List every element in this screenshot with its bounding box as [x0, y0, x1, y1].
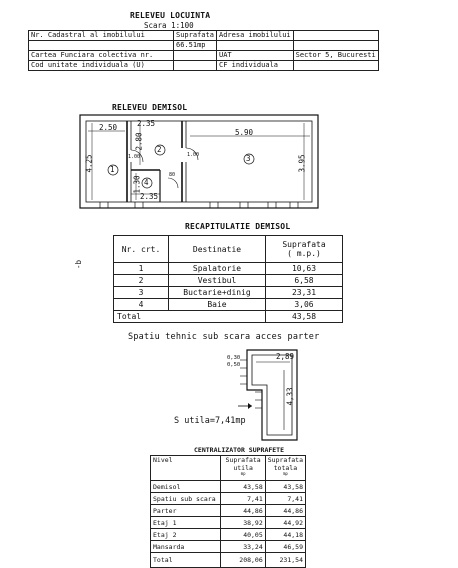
column-header-label: Suprafata totala [267, 456, 303, 472]
table-cell: 3,06 [266, 299, 343, 311]
table-cell: 66.51mp [174, 41, 217, 51]
scale-label: Scara 1:100 [144, 21, 194, 30]
dimension-label: 0,30 [227, 355, 241, 361]
table-cell: 23,31 [266, 287, 343, 299]
table-cell: 44,18 [265, 529, 305, 541]
column-header-unit: mp [240, 471, 246, 476]
table-row [151, 505, 306, 517]
column-header-unit: ( m.p.) [287, 249, 321, 258]
dimension-label: 4.25 [84, 154, 94, 173]
total-value: 231,54 [265, 553, 305, 568]
document-title: RELEVEU LOCUINTA [130, 11, 211, 20]
room-number: 4 [144, 178, 149, 187]
stair-title: Spatiu tehnic sub scara acces parter [128, 332, 320, 342]
table-cell: Etaj 1 [151, 517, 221, 529]
dimension-label: 0,50 [227, 362, 241, 368]
table-cell: Sector 5, Bucuresti [293, 51, 378, 61]
table-row [151, 481, 306, 493]
dimension-label: 3.95 [297, 154, 307, 173]
room-number: 2 [157, 145, 162, 154]
door-label: 1.00 [187, 152, 200, 158]
table-row [151, 541, 306, 553]
table-cell: Buctarie+dinig [169, 287, 266, 299]
column-header: Destinatie [169, 236, 266, 263]
table-cell: 33,24 [221, 541, 265, 553]
recap-title: RECAPITULATIE DEMISOL [185, 222, 291, 231]
dimension-label: 2.35 [140, 192, 159, 201]
table-cell: Cod unitate individuala (U) [29, 61, 174, 71]
total-value: 208,06 [221, 553, 265, 568]
table-cell: 7,41 [221, 493, 265, 505]
column-header [221, 456, 265, 481]
margin-mark: -b [74, 259, 84, 270]
door-label: 80 [169, 172, 176, 178]
table-cell: 43,58 [265, 481, 305, 493]
column-header [265, 456, 305, 481]
dimension-label: 2.80 [134, 132, 144, 151]
table-cell: UAT [217, 51, 294, 61]
table-cell: Vestibul [169, 275, 266, 287]
total-label: Total [151, 553, 221, 568]
table-cell: Nr. Cadastral al imobilului [29, 31, 174, 41]
dimension-label: 4,33 [285, 387, 295, 406]
column-header-label: Suprafata utila [225, 456, 261, 472]
table-cell: Demisol [151, 481, 221, 493]
table-row [151, 517, 306, 529]
table-cell: 1 [114, 263, 169, 275]
table-cell: 2 [114, 275, 169, 287]
column-header: Nr. crt. [114, 236, 169, 263]
total-value: 43,58 [266, 311, 343, 323]
table-cell: Spatiu sub scara [151, 493, 221, 505]
table-row [151, 493, 306, 505]
door-label: 1.00 [128, 154, 141, 160]
table-cell: 38,92 [221, 517, 265, 529]
dimension-label: 2,89 [276, 352, 295, 361]
dimension-label: 5.90 [235, 128, 254, 137]
table-cell: 7,41 [265, 493, 305, 505]
table-cell: 4 [114, 299, 169, 311]
table-cell: CF individuala [217, 61, 294, 71]
table-cell: Spalatorie [169, 263, 266, 275]
table-cell: 44,86 [221, 505, 265, 517]
usable-area-label: S utila=7,41mp [174, 416, 246, 426]
summary-table [150, 455, 306, 568]
plan-title: RELEVEU DEMISOL [112, 103, 188, 112]
column-header-unit: mp [282, 471, 288, 476]
column-header-label: Suprafata [282, 240, 326, 249]
table-cell: Parter [151, 505, 221, 517]
table-cell: 46,59 [265, 541, 305, 553]
table-cell: 10,63 [266, 263, 343, 275]
summary-title: CENTRALIZATOR SUPRAFETE [194, 446, 285, 454]
table-cell: 44,86 [265, 505, 305, 517]
table-row [151, 456, 306, 481]
table-cell: 6,58 [266, 275, 343, 287]
table-cell: Etaj 2 [151, 529, 221, 541]
dimension-label: 2.50 [99, 123, 118, 132]
table-cell: 44,92 [265, 517, 305, 529]
total-label: Total [114, 311, 266, 323]
table-row [151, 529, 306, 541]
table-cell: Adresa imobilului [217, 31, 294, 41]
table-cell: 43,58 [221, 481, 265, 493]
table-row [151, 553, 306, 568]
dimension-label: 1.30 [132, 175, 142, 194]
table-cell: Mansarda [151, 541, 221, 553]
table-cell: Baie [169, 299, 266, 311]
table-cell: Suprafata [174, 31, 217, 41]
table-cell: 40,05 [221, 529, 265, 541]
table-cell: 3 [114, 287, 169, 299]
room-number: 3 [246, 154, 251, 163]
column-header: Nivel [151, 456, 221, 481]
table-cell: Cartea Funciara colectiva nr. [29, 51, 174, 61]
room-number: 1 [110, 165, 115, 174]
dimension-label: 2.35 [137, 119, 156, 128]
